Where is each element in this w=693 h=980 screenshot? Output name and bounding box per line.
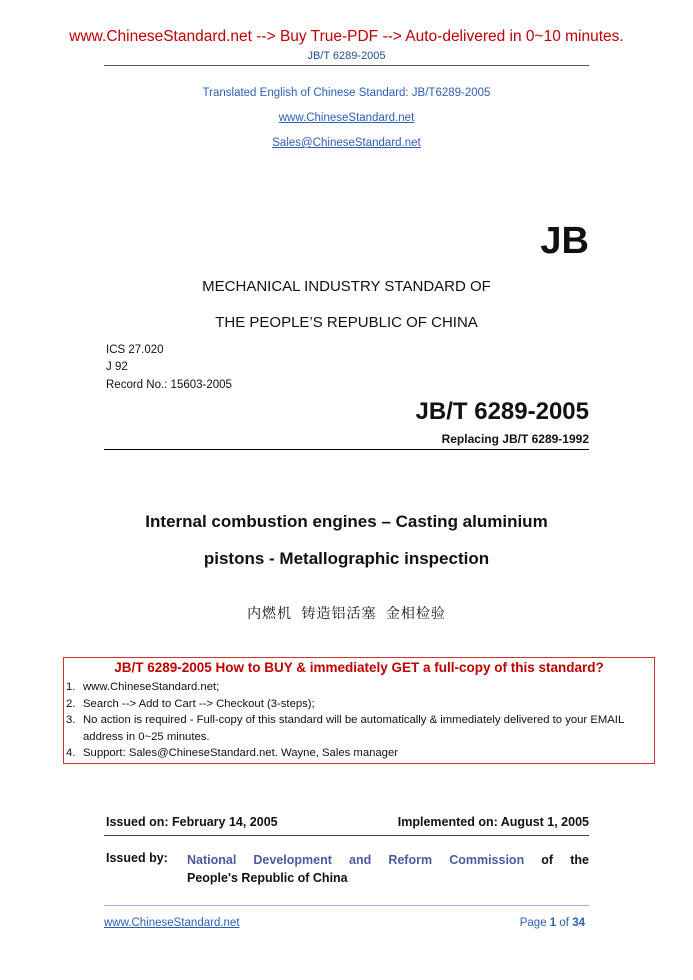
replacing-note: Replacing JB/T 6289-1992: [441, 432, 589, 446]
list-item-number: 3.: [66, 714, 76, 726]
title-line-1: Internal combustion engines – Casting aluminium: [145, 512, 548, 531]
site-link-row: [0, 112, 693, 124]
record-number: Record No.: 15603-2005: [106, 379, 232, 391]
sales-link-row: [0, 137, 693, 149]
chinese-title: 内燃机 铸造铝活塞 金相检验: [247, 606, 446, 622]
issuer-word: Development: [253, 853, 332, 867]
issued-on-date: Issued on: February 14, 2005: [106, 815, 278, 829]
list-item-text: www.ChineseStandard.net;: [83, 681, 220, 693]
dates-divider: [104, 835, 589, 836]
issuer-word: Commission: [449, 853, 525, 867]
header-divider: [104, 65, 589, 66]
buy-steps-list: [64, 679, 663, 762]
buy-box-title: JB/T 6289-2005 How to BUY & immediately GET a full-copy of this standard?: [114, 660, 604, 675]
issuer-line-2: People's Republic of China: [187, 871, 348, 885]
standard-category: MECHANICAL INDUSTRY STANDARD OF: [202, 278, 491, 295]
ics-code: ICS 27.020: [106, 344, 164, 356]
issued-by-label: Issued by:: [106, 851, 168, 865]
issuer-word: National: [187, 853, 237, 867]
list-item-number: 2.: [66, 697, 76, 710]
current-page: 1: [549, 917, 557, 929]
list-item-number: 1.: [66, 681, 76, 693]
code-divider: [104, 449, 589, 450]
translated-note: Translated English of Chinese Standard: JB/T6289-2005: [202, 87, 491, 99]
issuer-word: Reform: [388, 853, 433, 867]
list-item-text: Support: Sales@ChineseStandard.net. Wayne, Sales manager: [83, 747, 398, 759]
issuer-word: and: [349, 853, 372, 867]
country-heading: THE PEOPLE’S REPUBLIC OF CHINA: [215, 314, 478, 331]
page-label: Page: [519, 917, 547, 929]
list-item: [64, 696, 663, 713]
footer-site-link[interactable]: www.ChineseStandard.net: [104, 917, 240, 929]
list-item-text: Search --> Add to Cart --> Checkout (3-steps);: [83, 697, 315, 710]
issuer-name: [187, 851, 589, 887]
list-item: [64, 712, 663, 745]
footer-divider: [104, 905, 589, 906]
list-item-number: 4.: [66, 747, 76, 759]
issuer-word: of: [541, 853, 554, 867]
jb-logo: JB: [540, 220, 589, 262]
title-line-2: pistons - Metallographic inspection: [203, 549, 490, 568]
sales-email-link[interactable]: Sales@ChineseStandard.net: [272, 137, 421, 149]
implemented-on-date: Implemented on: August 1, 2005: [397, 815, 589, 829]
header-doc-number: JB/T 6289-2005: [307, 50, 386, 62]
page-indicator: [520, 917, 585, 929]
list-item: [64, 679, 663, 696]
buy-info-box: [63, 657, 655, 764]
issuer-line-1: [187, 851, 589, 869]
standard-code: JB/T 6289-2005: [415, 398, 589, 425]
list-item-text: No action is required - Full-copy of this standard will be automatically & immediately delivered to your EMAIL address in 0~25 minutes.: [83, 714, 624, 743]
top-banner: www.ChineseStandard.net --> Buy True-PDF --> Auto-delivered in 0~10 minutes.: [69, 28, 624, 45]
page-of-label: of: [559, 917, 569, 929]
total-pages: 34: [572, 917, 585, 929]
list-item: [64, 745, 663, 762]
issuer-word: the: [570, 853, 589, 867]
site-link[interactable]: www.ChineseStandard.net: [278, 112, 415, 124]
classification-code: J 92: [106, 361, 128, 373]
